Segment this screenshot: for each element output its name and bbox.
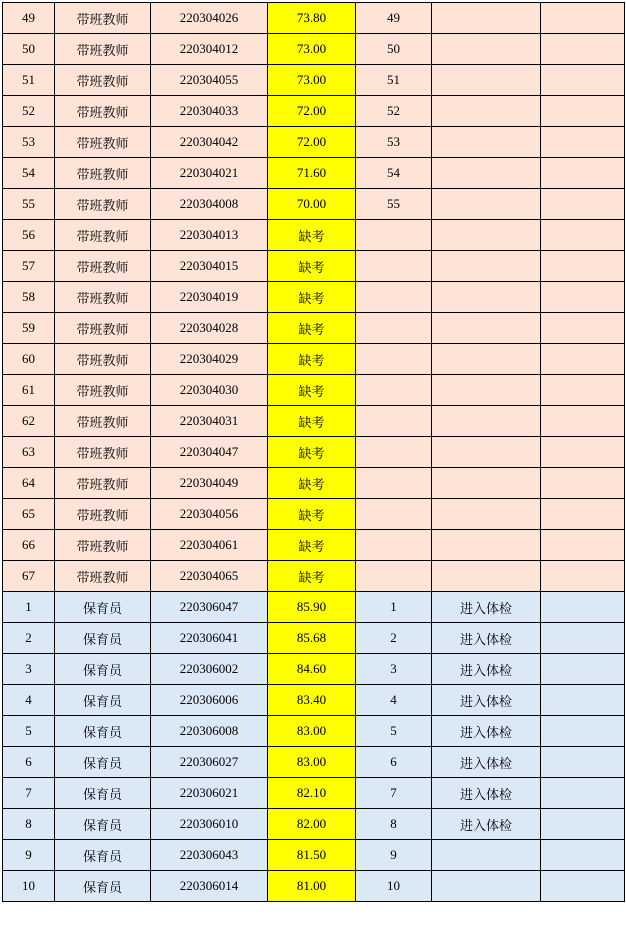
extra-cell xyxy=(541,623,625,654)
exam-id-cell: 220304021 xyxy=(151,158,268,189)
note-cell xyxy=(432,437,541,468)
serial-number-cell: 56 xyxy=(3,220,55,251)
serial-number-cell: 64 xyxy=(3,468,55,499)
extra-cell xyxy=(541,158,625,189)
serial-number-cell: 51 xyxy=(3,65,55,96)
table-row xyxy=(3,65,625,96)
score-cell: 70.00 xyxy=(268,189,356,220)
table-row xyxy=(3,747,625,778)
score-cell: 缺考 xyxy=(268,530,356,561)
extra-cell xyxy=(541,127,625,158)
rank-cell xyxy=(356,282,432,313)
rank-cell xyxy=(356,468,432,499)
note-cell: 进入体检 xyxy=(432,654,541,685)
serial-number-cell: 60 xyxy=(3,344,55,375)
note-cell xyxy=(432,530,541,561)
note-cell xyxy=(432,65,541,96)
table-row xyxy=(3,189,625,220)
position-cell: 带班教师 xyxy=(55,406,151,437)
position-cell: 保育员 xyxy=(55,685,151,716)
serial-number-cell: 6 xyxy=(3,747,55,778)
position-cell: 带班教师 xyxy=(55,282,151,313)
position-cell: 带班教师 xyxy=(55,96,151,127)
rank-cell: 2 xyxy=(356,623,432,654)
extra-cell xyxy=(541,344,625,375)
score-cell: 82.10 xyxy=(268,778,356,809)
score-cell: 82.00 xyxy=(268,809,356,840)
table-row xyxy=(3,778,625,809)
extra-cell xyxy=(541,3,625,34)
extra-cell xyxy=(541,96,625,127)
table-row xyxy=(3,375,625,406)
rank-cell xyxy=(356,530,432,561)
rank-cell: 3 xyxy=(356,654,432,685)
exam-id-cell: 220304049 xyxy=(151,468,268,499)
serial-number-cell: 66 xyxy=(3,530,55,561)
score-cell: 81.00 xyxy=(268,871,356,902)
score-cell: 缺考 xyxy=(268,561,356,592)
table-body xyxy=(3,3,625,902)
exam-id-cell: 220304042 xyxy=(151,127,268,158)
extra-cell xyxy=(541,561,625,592)
rank-cell xyxy=(356,437,432,468)
note-cell xyxy=(432,96,541,127)
serial-number-cell: 10 xyxy=(3,871,55,902)
extra-cell xyxy=(541,313,625,344)
results-table xyxy=(2,2,625,902)
rank-cell xyxy=(356,499,432,530)
score-cell: 81.50 xyxy=(268,840,356,871)
extra-cell xyxy=(541,654,625,685)
note-cell xyxy=(432,561,541,592)
extra-cell xyxy=(541,778,625,809)
note-cell xyxy=(432,127,541,158)
position-cell: 保育员 xyxy=(55,592,151,623)
table-row xyxy=(3,34,625,65)
exam-id-cell: 220304029 xyxy=(151,344,268,375)
rank-cell: 52 xyxy=(356,96,432,127)
rank-cell: 10 xyxy=(356,871,432,902)
exam-id-cell: 220304028 xyxy=(151,313,268,344)
note-cell: 进入体检 xyxy=(432,685,541,716)
score-cell: 84.60 xyxy=(268,654,356,685)
score-cell: 缺考 xyxy=(268,282,356,313)
rank-cell: 50 xyxy=(356,34,432,65)
score-cell: 缺考 xyxy=(268,220,356,251)
serial-number-cell: 1 xyxy=(3,592,55,623)
extra-cell xyxy=(541,189,625,220)
rank-cell xyxy=(356,251,432,282)
rank-cell: 49 xyxy=(356,3,432,34)
serial-number-cell: 59 xyxy=(3,313,55,344)
rank-cell xyxy=(356,406,432,437)
note-cell xyxy=(432,3,541,34)
serial-number-cell: 2 xyxy=(3,623,55,654)
exam-id-cell: 220306047 xyxy=(151,592,268,623)
rank-cell: 51 xyxy=(356,65,432,96)
note-cell: 进入体检 xyxy=(432,716,541,747)
score-cell: 缺考 xyxy=(268,313,356,344)
table-row xyxy=(3,344,625,375)
exam-id-cell: 220306010 xyxy=(151,809,268,840)
exam-id-cell: 220304030 xyxy=(151,375,268,406)
position-cell: 带班教师 xyxy=(55,437,151,468)
serial-number-cell: 58 xyxy=(3,282,55,313)
rank-cell: 9 xyxy=(356,840,432,871)
serial-number-cell: 7 xyxy=(3,778,55,809)
rank-cell: 1 xyxy=(356,592,432,623)
position-cell: 保育员 xyxy=(55,840,151,871)
table-row xyxy=(3,623,625,654)
rank-cell: 54 xyxy=(356,158,432,189)
serial-number-cell: 8 xyxy=(3,809,55,840)
note-cell: 进入体检 xyxy=(432,809,541,840)
note-cell: 进入体检 xyxy=(432,778,541,809)
position-cell: 带班教师 xyxy=(55,375,151,406)
table-row xyxy=(3,499,625,530)
exam-id-cell: 220306008 xyxy=(151,716,268,747)
serial-number-cell: 49 xyxy=(3,3,55,34)
serial-number-cell: 55 xyxy=(3,189,55,220)
table-row xyxy=(3,840,625,871)
score-cell: 71.60 xyxy=(268,158,356,189)
serial-number-cell: 63 xyxy=(3,437,55,468)
note-cell xyxy=(432,189,541,220)
extra-cell xyxy=(541,840,625,871)
position-cell: 保育员 xyxy=(55,778,151,809)
note-cell: 进入体检 xyxy=(432,623,541,654)
extra-cell xyxy=(541,220,625,251)
table-row xyxy=(3,220,625,251)
table-row xyxy=(3,282,625,313)
extra-cell xyxy=(541,716,625,747)
extra-cell xyxy=(541,34,625,65)
score-cell: 83.00 xyxy=(268,747,356,778)
note-cell: 进入体检 xyxy=(432,747,541,778)
exam-id-cell: 220304019 xyxy=(151,282,268,313)
extra-cell xyxy=(541,871,625,902)
exam-id-cell: 220304031 xyxy=(151,406,268,437)
exam-id-cell: 220304061 xyxy=(151,530,268,561)
position-cell: 带班教师 xyxy=(55,189,151,220)
note-cell xyxy=(432,871,541,902)
serial-number-cell: 61 xyxy=(3,375,55,406)
score-cell: 85.90 xyxy=(268,592,356,623)
exam-id-cell: 220304013 xyxy=(151,220,268,251)
rank-cell xyxy=(356,561,432,592)
position-cell: 保育员 xyxy=(55,716,151,747)
table-row xyxy=(3,127,625,158)
table-row xyxy=(3,654,625,685)
rank-cell: 4 xyxy=(356,685,432,716)
rank-cell: 55 xyxy=(356,189,432,220)
extra-cell xyxy=(541,437,625,468)
position-cell: 带班教师 xyxy=(55,3,151,34)
table-row xyxy=(3,561,625,592)
extra-cell xyxy=(541,685,625,716)
rank-cell xyxy=(356,344,432,375)
table-row xyxy=(3,685,625,716)
position-cell: 带班教师 xyxy=(55,313,151,344)
position-cell: 保育员 xyxy=(55,871,151,902)
exam-id-cell: 220304056 xyxy=(151,499,268,530)
exam-id-cell: 220304065 xyxy=(151,561,268,592)
score-cell: 72.00 xyxy=(268,127,356,158)
score-cell: 缺考 xyxy=(268,344,356,375)
exam-id-cell: 220306021 xyxy=(151,778,268,809)
rank-cell xyxy=(356,313,432,344)
exam-id-cell: 220304026 xyxy=(151,3,268,34)
exam-id-cell: 220306006 xyxy=(151,685,268,716)
rank-cell xyxy=(356,220,432,251)
score-cell: 73.00 xyxy=(268,34,356,65)
serial-number-cell: 53 xyxy=(3,127,55,158)
exam-id-cell: 220306043 xyxy=(151,840,268,871)
table-row xyxy=(3,158,625,189)
position-cell: 带班教师 xyxy=(55,344,151,375)
score-cell: 83.40 xyxy=(268,685,356,716)
serial-number-cell: 5 xyxy=(3,716,55,747)
position-cell: 带班教师 xyxy=(55,251,151,282)
exam-id-cell: 220304033 xyxy=(151,96,268,127)
table-row xyxy=(3,468,625,499)
exam-id-cell: 220306002 xyxy=(151,654,268,685)
table-row xyxy=(3,716,625,747)
note-cell xyxy=(432,499,541,530)
score-cell: 85.68 xyxy=(268,623,356,654)
position-cell: 保育员 xyxy=(55,809,151,840)
position-cell: 带班教师 xyxy=(55,34,151,65)
note-cell xyxy=(432,840,541,871)
note-cell xyxy=(432,251,541,282)
exam-id-cell: 220304055 xyxy=(151,65,268,96)
score-cell: 缺考 xyxy=(268,406,356,437)
score-cell: 缺考 xyxy=(268,251,356,282)
serial-number-cell: 50 xyxy=(3,34,55,65)
note-cell xyxy=(432,313,541,344)
exam-id-cell: 220304047 xyxy=(151,437,268,468)
serial-number-cell: 3 xyxy=(3,654,55,685)
table-row xyxy=(3,592,625,623)
score-cell: 缺考 xyxy=(268,375,356,406)
exam-id-cell: 220304012 xyxy=(151,34,268,65)
position-cell: 带班教师 xyxy=(55,158,151,189)
table-row xyxy=(3,3,625,34)
table-row xyxy=(3,809,625,840)
extra-cell xyxy=(541,747,625,778)
score-cell: 73.00 xyxy=(268,65,356,96)
exam-id-cell: 220306014 xyxy=(151,871,268,902)
score-cell: 73.80 xyxy=(268,3,356,34)
serial-number-cell: 65 xyxy=(3,499,55,530)
serial-number-cell: 67 xyxy=(3,561,55,592)
table-row xyxy=(3,530,625,561)
exam-id-cell: 220306041 xyxy=(151,623,268,654)
note-cell xyxy=(432,375,541,406)
table-row xyxy=(3,871,625,902)
serial-number-cell: 4 xyxy=(3,685,55,716)
exam-id-cell: 220306027 xyxy=(151,747,268,778)
position-cell: 带班教师 xyxy=(55,499,151,530)
position-cell: 带班教师 xyxy=(55,561,151,592)
position-cell: 保育员 xyxy=(55,654,151,685)
extra-cell xyxy=(541,282,625,313)
score-cell: 缺考 xyxy=(268,468,356,499)
position-cell: 保育员 xyxy=(55,623,151,654)
rank-cell: 8 xyxy=(356,809,432,840)
extra-cell xyxy=(541,499,625,530)
serial-number-cell: 62 xyxy=(3,406,55,437)
position-cell: 带班教师 xyxy=(55,530,151,561)
serial-number-cell: 52 xyxy=(3,96,55,127)
note-cell xyxy=(432,220,541,251)
extra-cell xyxy=(541,530,625,561)
note-cell xyxy=(432,406,541,437)
position-cell: 带班教师 xyxy=(55,220,151,251)
extra-cell xyxy=(541,592,625,623)
note-cell xyxy=(432,158,541,189)
position-cell: 带班教师 xyxy=(55,468,151,499)
extra-cell xyxy=(541,406,625,437)
note-cell xyxy=(432,282,541,313)
note-cell xyxy=(432,344,541,375)
rank-cell xyxy=(356,375,432,406)
table-row xyxy=(3,96,625,127)
extra-cell xyxy=(541,468,625,499)
exam-id-cell: 220304015 xyxy=(151,251,268,282)
table-row xyxy=(3,313,625,344)
serial-number-cell: 57 xyxy=(3,251,55,282)
position-cell: 带班教师 xyxy=(55,65,151,96)
extra-cell xyxy=(541,251,625,282)
extra-cell xyxy=(541,375,625,406)
extra-cell xyxy=(541,809,625,840)
serial-number-cell: 9 xyxy=(3,840,55,871)
note-cell xyxy=(432,34,541,65)
note-cell: 进入体检 xyxy=(432,592,541,623)
position-cell: 保育员 xyxy=(55,747,151,778)
score-cell: 83.00 xyxy=(268,716,356,747)
rank-cell: 53 xyxy=(356,127,432,158)
score-cell: 缺考 xyxy=(268,437,356,468)
exam-id-cell: 220304008 xyxy=(151,189,268,220)
rank-cell: 6 xyxy=(356,747,432,778)
position-cell: 带班教师 xyxy=(55,127,151,158)
table-row xyxy=(3,437,625,468)
extra-cell xyxy=(541,65,625,96)
score-cell: 缺考 xyxy=(268,499,356,530)
note-cell xyxy=(432,468,541,499)
score-cell: 72.00 xyxy=(268,96,356,127)
serial-number-cell: 54 xyxy=(3,158,55,189)
table-row xyxy=(3,251,625,282)
table-row xyxy=(3,406,625,437)
rank-cell: 7 xyxy=(356,778,432,809)
rank-cell: 5 xyxy=(356,716,432,747)
